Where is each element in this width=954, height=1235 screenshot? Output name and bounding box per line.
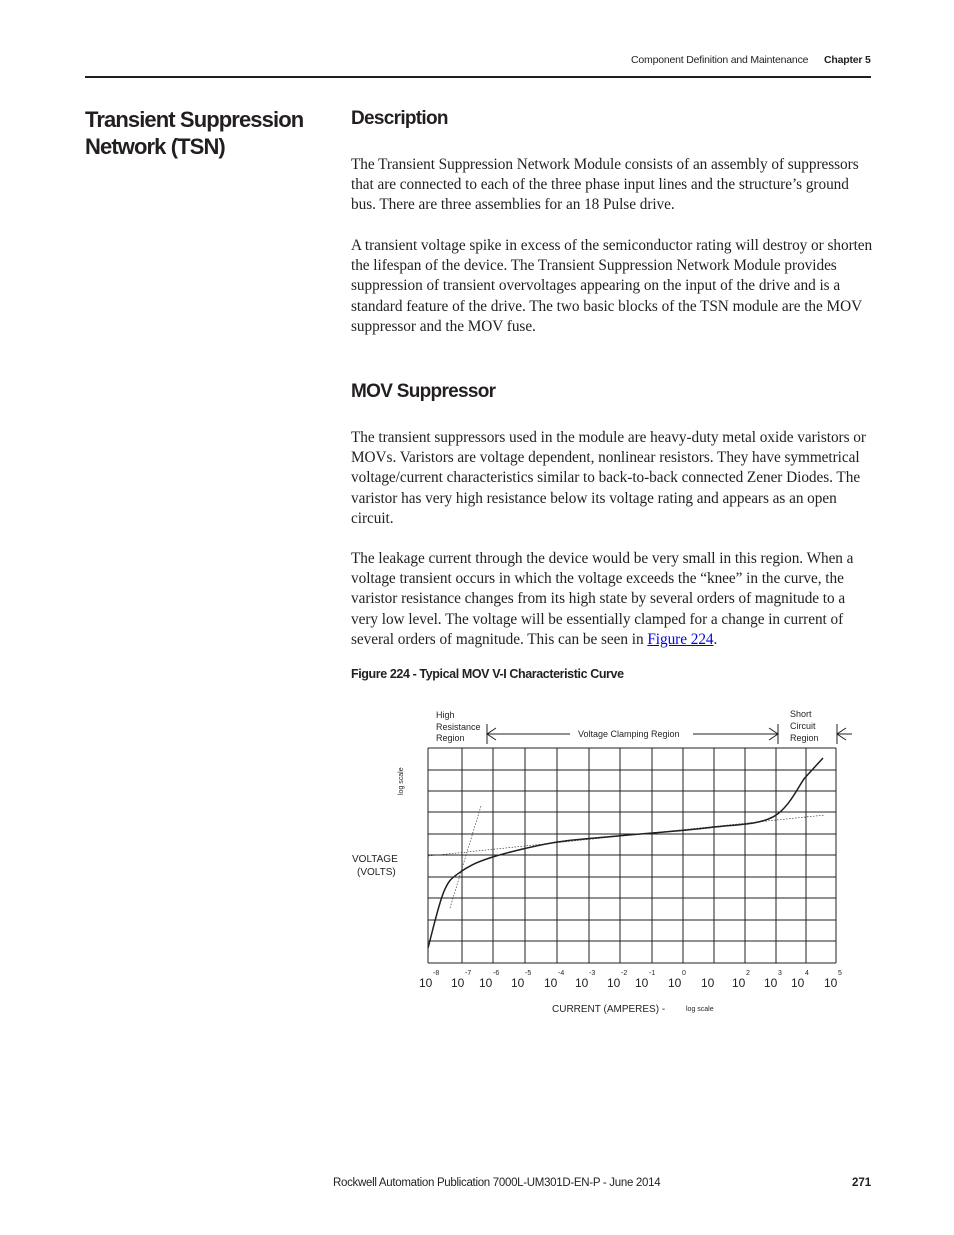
y-axis-label-1: VOLTAGE xyxy=(352,854,398,865)
mov-suppressor-heading: MOV Suppressor xyxy=(351,381,496,402)
x-tick-label-base: 10 xyxy=(701,976,715,990)
figure-caption: Figure 224 - Typical MOV V-I Characteristic Curve xyxy=(351,667,624,681)
clamp-left-arrowhead xyxy=(487,728,496,740)
clamp-right-arrowhead xyxy=(769,728,778,740)
short-region-label-2: Circuit xyxy=(790,721,816,731)
x-scale-note: log scale xyxy=(686,1006,714,1013)
page-number: 271 xyxy=(852,1177,872,1189)
x-tick-label-base: 10 xyxy=(479,976,493,990)
x-tick-label-base: 10 xyxy=(451,976,465,990)
description-paragraph-1: The Transient Suppression Network Module consists of an assembly of suppressors that are connected to each of the three phase input lines and the structure’s ground bus. There are three assemblies for an 18 Pulse drive. xyxy=(351,156,859,214)
x-tick-label-exponent: 4 xyxy=(805,970,809,977)
x-tick-label-base: 10 xyxy=(607,976,621,990)
high-region-label-2: Resistance xyxy=(436,722,481,732)
x-tick-label-exponent: -8 xyxy=(433,970,440,977)
x-tick-label-exponent: 3 xyxy=(778,970,782,977)
x-tick-label-exponent: -5 xyxy=(525,970,532,977)
vi-characteristic-curve xyxy=(428,758,823,948)
figure-224-link[interactable]: Figure 224 xyxy=(647,630,714,648)
clamp-region-label: Voltage Clamping Region xyxy=(578,729,680,739)
asymptote-lines xyxy=(428,806,825,908)
x-tick-label-base: 10 xyxy=(732,976,746,990)
page-title: Transient Suppression Network (TSN) xyxy=(85,107,304,159)
y-axis-label-2: (VOLTS) xyxy=(357,867,396,878)
x-tick-label-base: 10 xyxy=(824,976,838,990)
header-rule xyxy=(85,76,871,78)
x-tick-label-exponent: 2 xyxy=(746,970,750,977)
x-tick-label-exponent: -2 xyxy=(621,970,628,977)
y-scale-note: log scale xyxy=(398,767,405,795)
clamp-region-bracket xyxy=(487,724,852,744)
x-tick-label-exponent: 5 xyxy=(838,970,842,977)
header-section-title: Component Definition and Maintenance xyxy=(631,54,809,66)
high-region-label-1: High xyxy=(436,710,455,720)
header-chapter: Chapter 5 xyxy=(824,54,871,66)
description-heading: Description xyxy=(351,108,448,129)
short-arrowhead xyxy=(837,728,846,740)
x-axis-label: CURRENT (AMPERES) - xyxy=(552,1004,666,1015)
x-tick-label-exponent: -6 xyxy=(493,970,500,977)
x-tick-label-base: 10 xyxy=(419,976,433,990)
short-region-label-1: Short xyxy=(790,709,812,719)
x-tick-label-exponent: -4 xyxy=(558,970,565,977)
x-tick-label-base: 10 xyxy=(575,976,589,990)
x-tick-label-exponent: -1 xyxy=(649,970,656,977)
short-region-label-3: Region xyxy=(790,733,819,743)
mov-paragraph-2 xyxy=(351,549,873,650)
high-resistance-asymptote xyxy=(450,806,481,908)
clamping-asymptote xyxy=(428,815,825,856)
x-tick-label-base: 10 xyxy=(791,976,805,990)
x-tick-label-base: 10 xyxy=(511,976,525,990)
mov-paragraph-2-text: The leakage current through the device would be very small in this region. When a voltage transient occurs in which the voltage exceeds the “knee” in the curve, the varistor resistance changes from its high state by several orders of magnitude to a very low level. The voltage will be essentially clamped for a change in current of several orders of magnitude. This can be seen in xyxy=(351,550,854,648)
x-tick-label-exponent: -3 xyxy=(589,970,596,977)
x-tick-label-exponent: 0 xyxy=(682,970,686,977)
x-tick-label-base: 10 xyxy=(635,976,649,990)
x-tick-label-base: 10 xyxy=(544,976,558,990)
x-tick-label-exponent: -7 xyxy=(465,970,472,977)
x-tick-label-base: 10 xyxy=(668,976,682,990)
mov-paragraph-2-end: . xyxy=(713,630,718,648)
high-region-label-3: Region xyxy=(436,733,465,743)
description-paragraph-2: A transient voltage spike in excess of the semiconductor rating will destroy or shorten the lifespan of the device. The Transient Suppression Network Module provides suppression of transient overvoltages appearing on the input of the drive and is a standard feature of the drive. The two basic blocks of the TSN module are the MOV suppressor and the MOV fuse. xyxy=(351,237,873,335)
x-tick-label-base: 10 xyxy=(764,976,778,990)
footer-publication: Rockwell Automation Publication 7000L-UM301D-EN-P - June 2014 xyxy=(333,1177,661,1189)
mov-paragraph-1: The transient suppressors used in the module are heavy-duty metal oxide varistors or MOVs. Varistors are voltage dependent, nonlinear resistors. They have symmetrical voltage/current characteristics similar to back-to-back connected Zener Diodes. The varistor has very high resistance below its voltage rating and appears as an open circuit. xyxy=(351,429,866,527)
chart-grid xyxy=(428,748,836,963)
